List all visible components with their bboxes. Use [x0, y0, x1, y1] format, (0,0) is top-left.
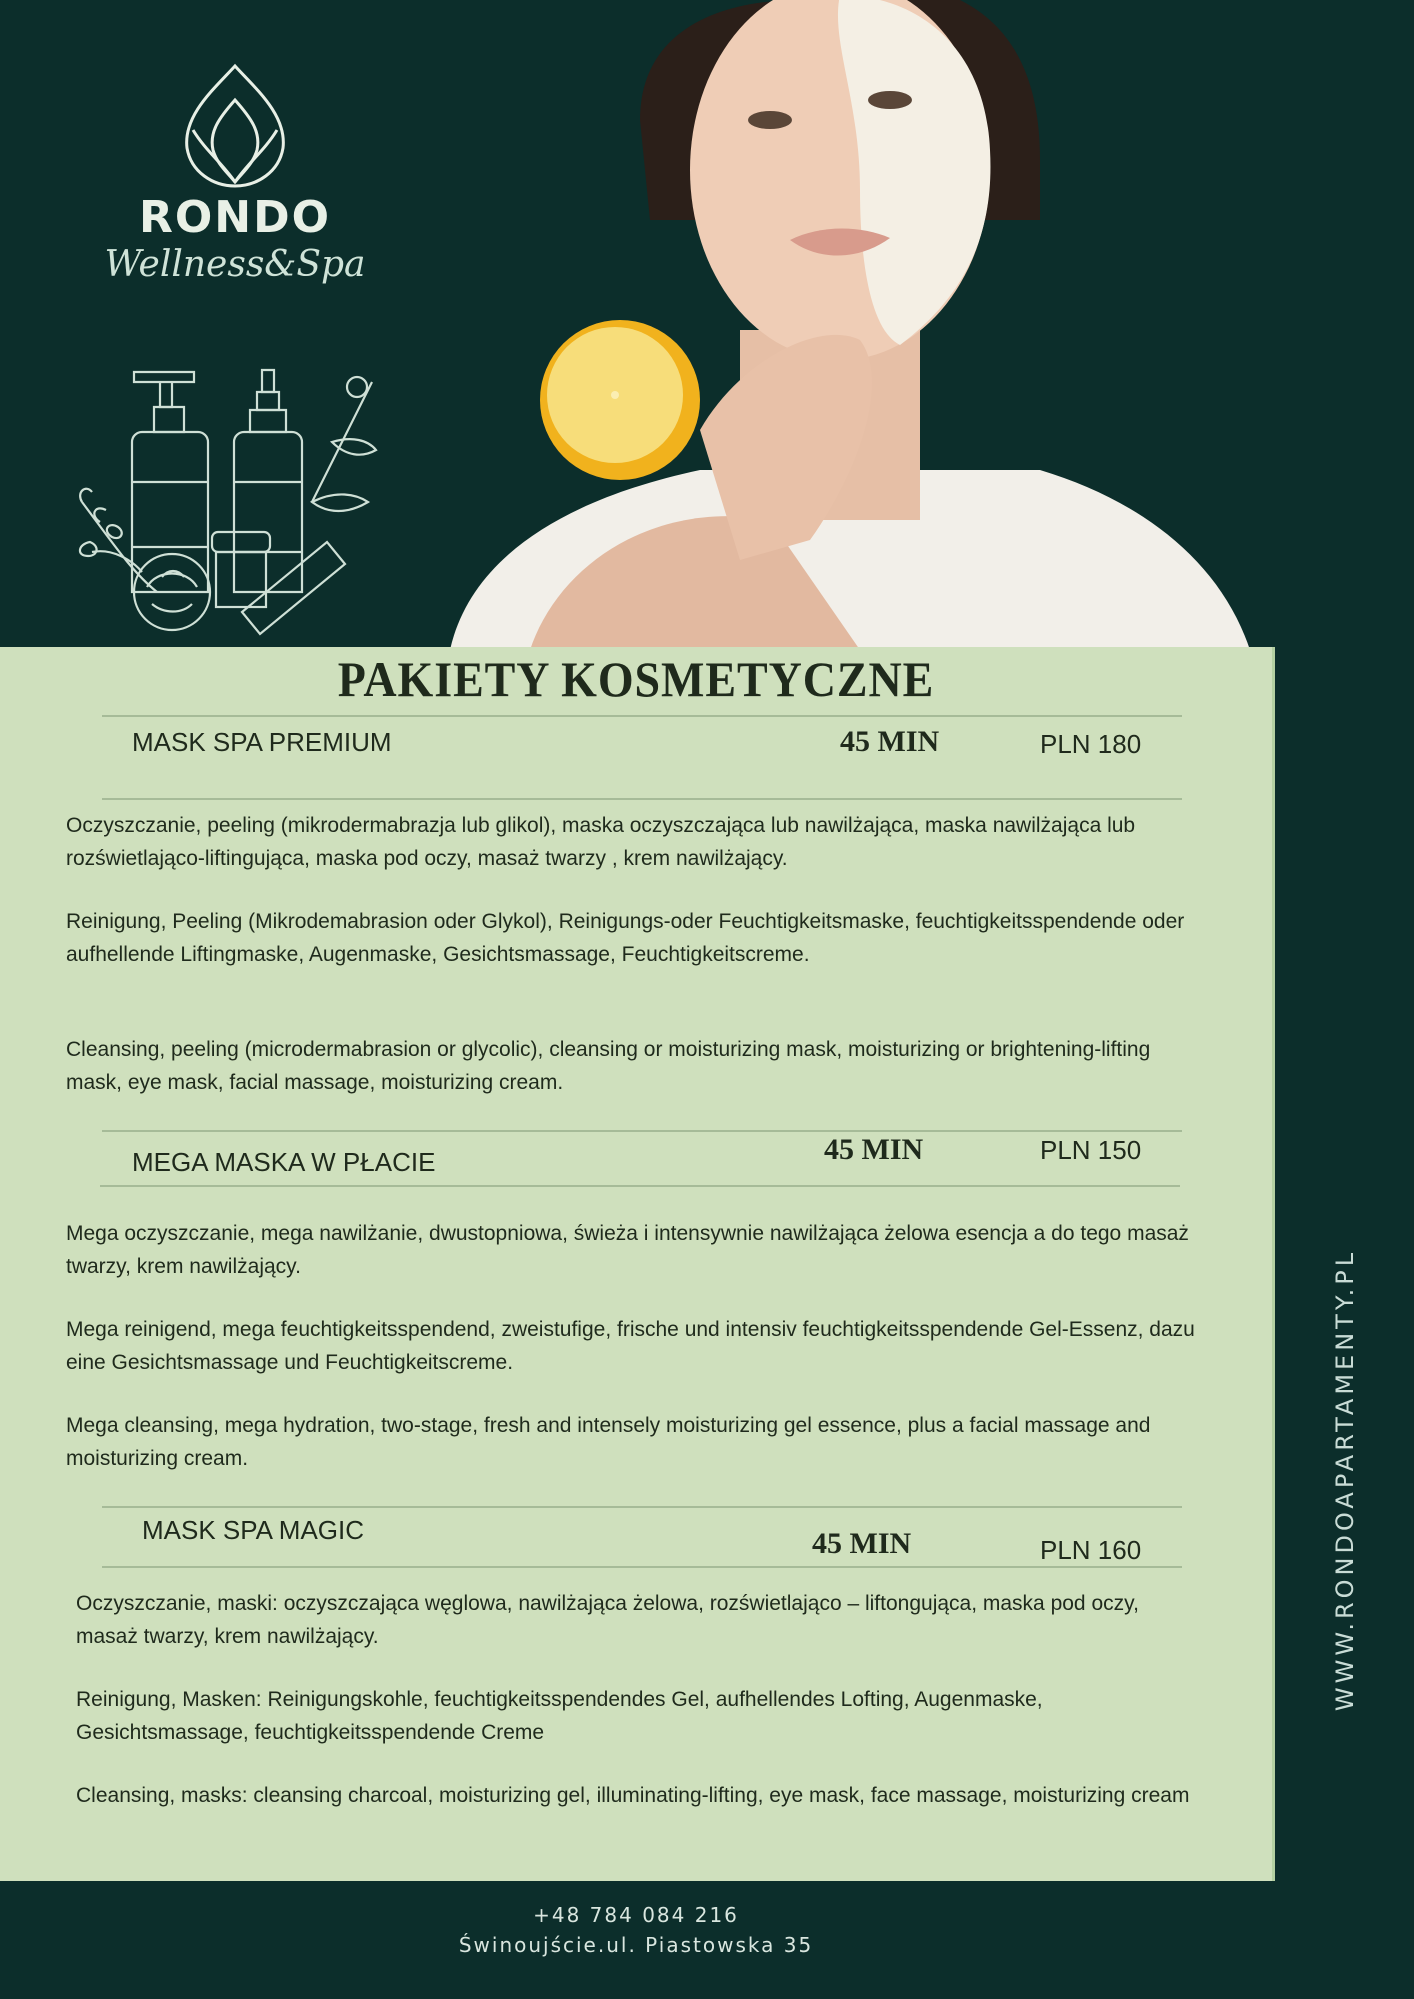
- phone-number[interactable]: +48 784 084 216: [533, 1903, 739, 1927]
- service-price: PLN 180: [1040, 729, 1142, 759]
- divider: [102, 1566, 1182, 1568]
- divider: [102, 1506, 1182, 1508]
- divider: [100, 1185, 1180, 1187]
- service-description-de: Reinigung, Masken: Reinigungskohle, feuchtigkeitsspendendes Gel, aufhellendes Lofting, Augenmaske, Gesichtsmassage, feuchtigkeitsspendende Creme: [76, 1688, 1043, 1744]
- brand-tagline: Wellness&Spa: [104, 244, 366, 285]
- cosmetics-illustration: [62, 352, 392, 647]
- website-link[interactable]: WWW.RONDOAPARTAMENTY.PL: [1331, 1248, 1359, 1712]
- service-description-en: Mega cleansing, mega hydration, two-stage, fresh and intensely moisturizing gel essence, plus a facial massage and moisturizing cream.: [66, 1414, 1151, 1470]
- service-name: MEGA MASKA W PŁACIE: [132, 1147, 436, 1177]
- service-duration: 45 MIN: [812, 1527, 912, 1560]
- service-description-de: Reinigung, Peeling (Mikrodemabrasion oder Glykol), Reinigungs-oder Feuchtigkeitsmaske, feuchtigkeitsspendende oder aufhellende Liftingmaske, Augenmaske, Gesichtsmassage, Feuchtigkeitscreme.: [66, 910, 1185, 966]
- divider: [102, 798, 1182, 800]
- service-price: PLN 160: [1040, 1535, 1142, 1565]
- service-description-pl: Oczyszczanie, peeling (mikrodermabrazja lub glikol), maska oczyszczająca lub nawilżająca, maska nawilżająca lub rozświetlająco-liftingująca, maska pod oczy, masaż twarzy , krem nawilżający.: [66, 814, 1136, 870]
- address: Świnoujście.ul. Piastowska 35: [458, 1933, 814, 1957]
- lotus-drop-icon: [175, 60, 295, 190]
- service-description-pl: Oczyszczanie, maski: oczyszczająca węglowa, nawilżająca żelowa, rozświetlająco – liftongująca, maska pod oczy, masaż twarzy, krem nawilżający.: [76, 1592, 1139, 1648]
- section-title: PAKIETY KOSMETYCZNE: [337, 651, 935, 707]
- service-name: MASK SPA MAGIC: [142, 1515, 365, 1545]
- brand-logo: [95, 60, 375, 285]
- service-description-pl: Mega oczyszczanie, mega nawilżanie, dwustopniowa, świeża i intensywnie nawilżająca żelowa esencja a do tego masaż twarzy, krem nawilżający.: [66, 1222, 1189, 1278]
- service-name: MASK SPA PREMIUM: [132, 727, 392, 757]
- service-price: PLN 150: [1040, 1135, 1142, 1165]
- service-description-de: Mega reinigend, mega feuchtigkeitsspendend, zweistufige, frische und intensiv feuchtigkeitsspendende Gel-Essenz, dazu eine Gesichtsmassage und Feuchtigkeitscreme.: [66, 1318, 1195, 1374]
- divider: [102, 715, 1182, 717]
- service-description-en: Cleansing, peeling (microdermabrasion or glycolic), cleansing or moisturizing mask, moisturizing or brightening-lifting mask, eye mask, facial massage, moisturizing cream.: [66, 1038, 1151, 1094]
- footer-contact: [0, 1900, 1272, 1960]
- menu-panel: [0, 647, 1275, 1881]
- divider: [102, 1130, 1182, 1132]
- service-description-en: Cleansing, masks: cleansing charcoal, moisturizing gel, illuminating-lifting, eye mask, face massage, moisturizing cream: [76, 1784, 1190, 1807]
- hero-photo-woman-face-mask: [440, 0, 1280, 650]
- service-duration: 45 MIN: [840, 725, 940, 758]
- brand-name: RONDO: [138, 192, 332, 243]
- service-duration: 45 MIN: [824, 1133, 924, 1166]
